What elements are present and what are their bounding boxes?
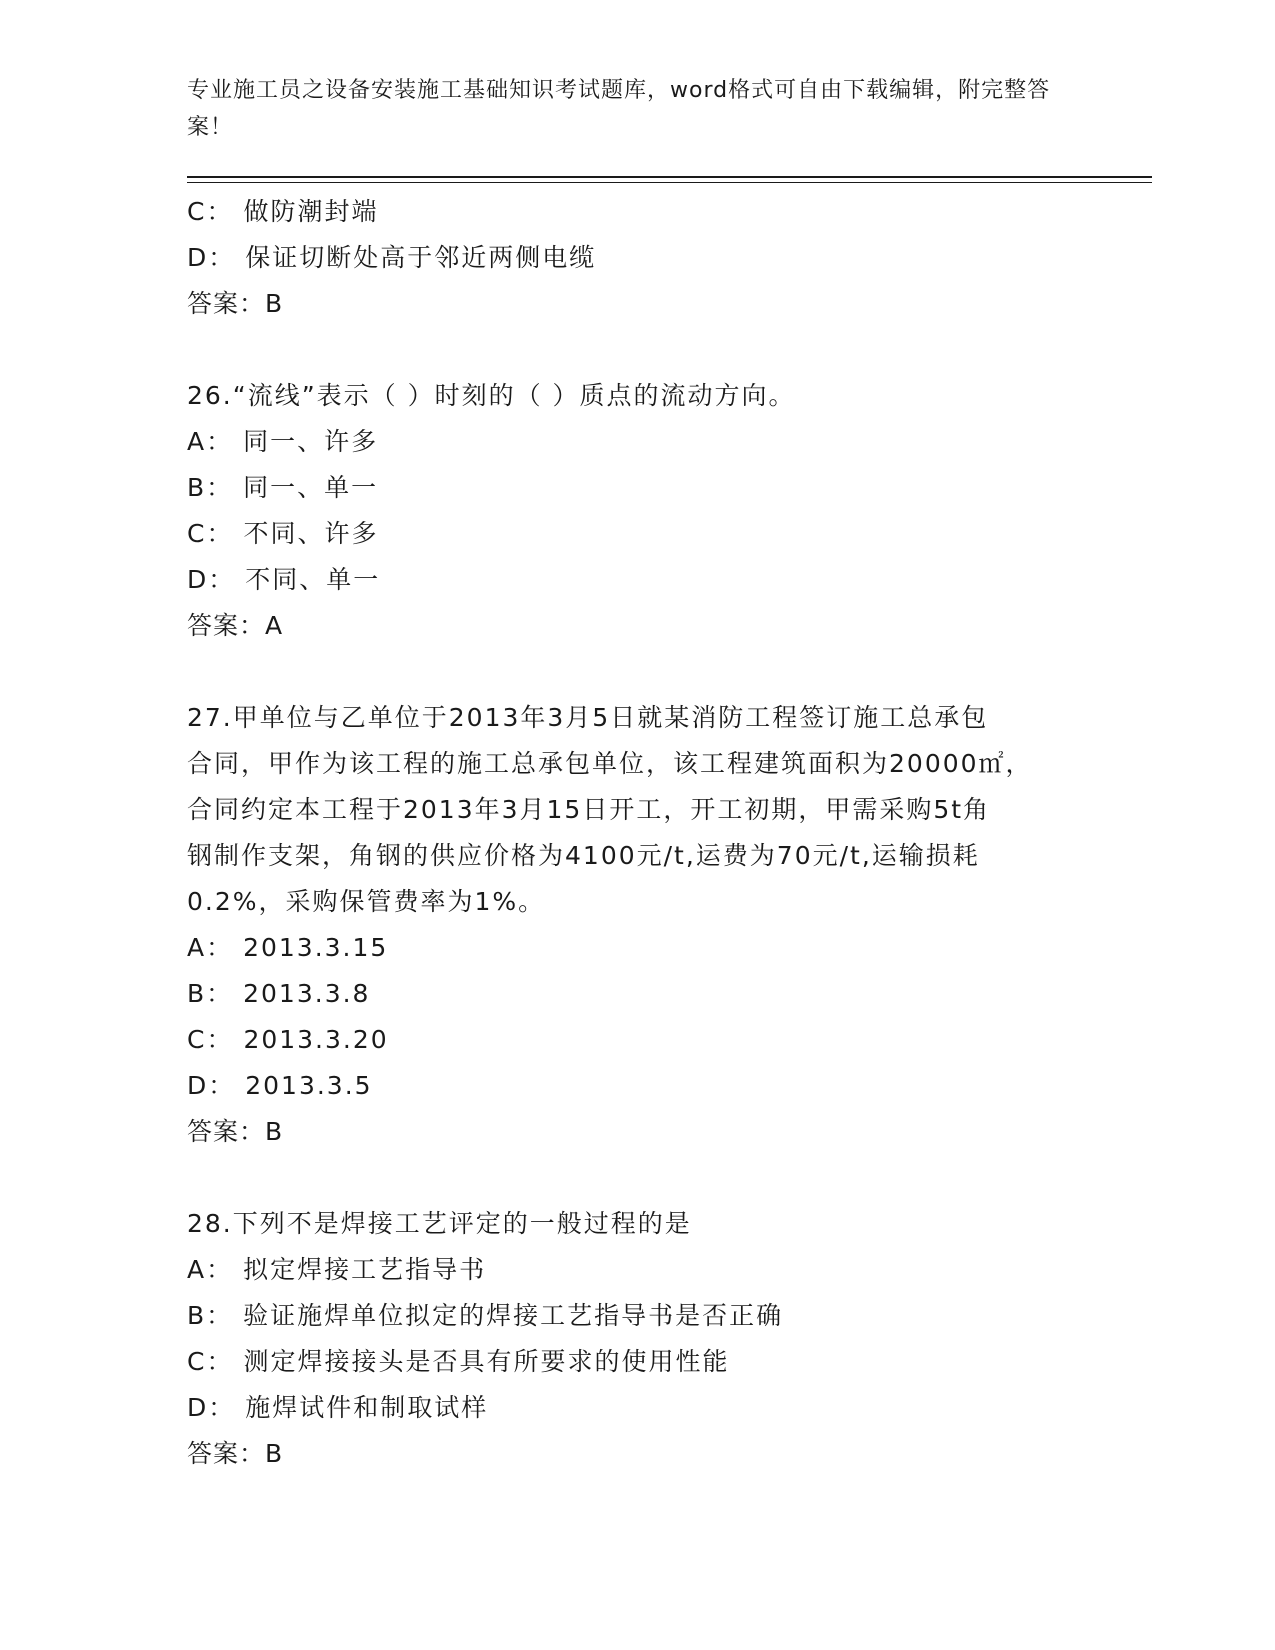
option-a: A： 拟定焊接工艺指导书 (187, 1255, 487, 1284)
question-stem-line: 合同约定本工程于2013年3月15日开工，开工初期，甲需采购5t角 (187, 795, 991, 824)
header-rule-thin (187, 182, 1152, 183)
question-stem-line: 0.2%，采购保管费率为1%。 (187, 887, 546, 916)
question-28 (187, 1201, 1087, 1477)
question-stem-line: 合同，甲作为该工程的施工总承包单位，该工程建筑面积为20000㎡， (187, 749, 1033, 778)
option-d: D： 不同、单一 (187, 565, 381, 594)
question-26 (187, 373, 1087, 649)
spacer (187, 327, 1087, 373)
answer: 答案：B (187, 1439, 284, 1468)
header-text: 专业施工员之设备安装施工基础知识考试题库，word格式可自由下载编辑，附完整答案！ (187, 78, 1051, 140)
option-b: B： 验证施焊单位拟定的焊接工艺指导书是否正确 (187, 1301, 784, 1330)
option-b: B： 2013.3.8 (187, 979, 371, 1008)
option-d: D： 施焊试件和制取试样 (187, 1393, 489, 1422)
option-b: B： 同一、单一 (187, 473, 379, 502)
option-a: A： 2013.3.15 (187, 933, 389, 962)
option-d: D： 保证切断处高于邻近两侧电缆 (187, 243, 597, 272)
question-stem: 28.下列不是焊接工艺评定的一般过程的是 (187, 1209, 692, 1238)
document-header (187, 72, 1067, 146)
question-stem-line: 27.甲单位与乙单位于2013年3月5日就某消防工程签订施工总承包 (187, 703, 989, 732)
answer: 答案：B (187, 289, 284, 318)
question-stem: 26.“流线”表示（ ）时刻的（ ）质点的流动方向。 (187, 381, 796, 410)
question-list (187, 189, 1087, 1477)
question-27 (187, 695, 1087, 1155)
spacer (187, 649, 1087, 695)
option-a: A： 同一、许多 (187, 427, 379, 456)
question-stem-line: 钢制作支架，角钢的供应价格为4100元/t,运费为70元/t,运输损耗 (187, 841, 980, 870)
answer: 答案：A (187, 611, 284, 640)
header-rule-thick (187, 176, 1152, 178)
option-c: C： 不同、许多 (187, 519, 379, 548)
option-c: C： 做防潮封端 (187, 197, 379, 226)
option-d: D： 2013.3.5 (187, 1071, 373, 1100)
answer: 答案：B (187, 1117, 284, 1146)
option-c: C： 测定焊接接头是否具有所要求的使用性能 (187, 1347, 730, 1376)
option-c: C： 2013.3.20 (187, 1025, 389, 1054)
spacer (187, 1155, 1087, 1201)
partial-question (187, 189, 1087, 327)
